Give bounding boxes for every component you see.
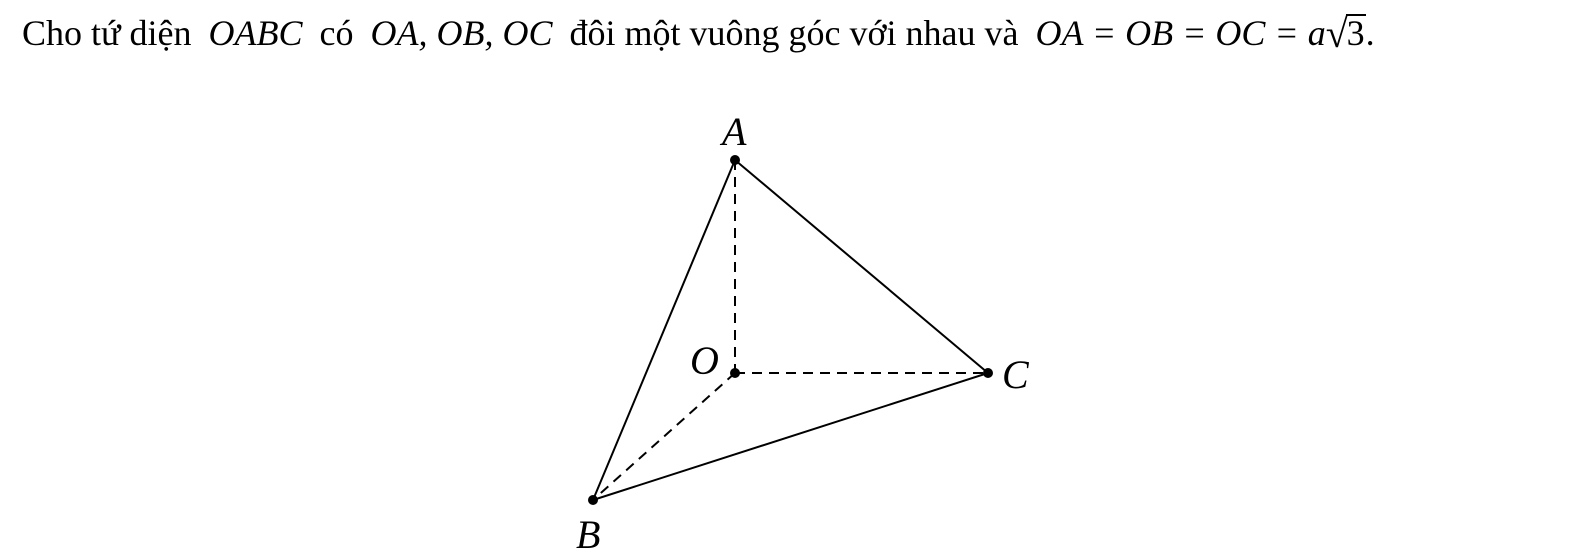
vertex-o-dot [730,368,740,378]
vertex-b-dot [588,495,598,505]
vertex-c-dot [983,368,993,378]
vertex-o-label: O [690,338,719,383]
radical-sign: √ [1325,11,1348,56]
problem-lead: Cho tứ diện [22,13,192,53]
edge-oa: OA, [370,13,428,53]
radicand: 3 [1346,13,1365,53]
problem-has: có [319,13,354,53]
equation-lhs: OA = OB = OC = a [1035,13,1326,53]
problem-mid: đôi một vuông góc với nhau và [569,13,1019,53]
edge-line-ob [593,373,735,500]
edge-ob: OB, [436,13,494,53]
problem-end: . [1365,13,1375,53]
tetrahedron-name: OABC [208,13,303,53]
edge-line-ab [593,160,735,500]
edge-line-bc [593,373,988,500]
vertex-a-dot [730,155,740,165]
edge-line-ac [735,160,988,373]
vertex-c-label: C [1002,352,1029,397]
vertex-a-label: A [722,109,747,154]
edge-oc: OC [502,13,553,53]
vertex-b-label: B [576,512,601,557]
